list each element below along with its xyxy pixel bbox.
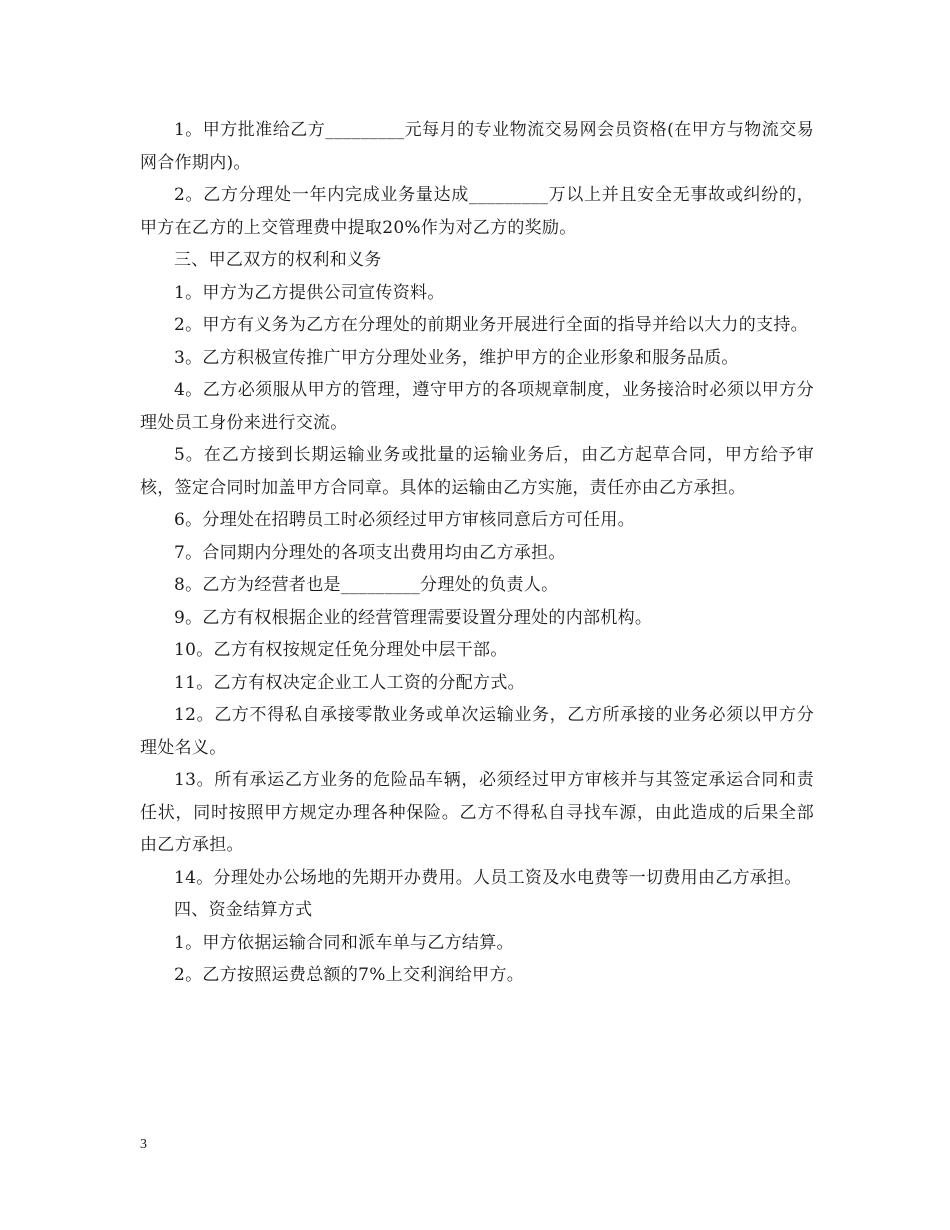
paragraph-rights-13: 13。所有承运乙方业务的危险品车辆，必须经过甲方审核并与其签定承运合同和责任状，同时按照甲方规定办理各种保险。乙方不得私自寻找车源，由此造成的后果全部由乙方承担。 xyxy=(140,770,814,855)
section-heading-settlement: 四、资金结算方式 xyxy=(174,900,313,920)
section-heading-rights-obligations: 三、甲乙双方的权利和义务 xyxy=(174,250,382,270)
paragraph-membership-grant: 1。甲方批准给乙方_________元每月的专业物流交易网会员资格(在甲方与物流交易网合作期内)。 xyxy=(140,120,814,173)
paragraph-rights-8: 8。乙方为经营者也是_________分理处的负责人。 xyxy=(174,575,559,595)
document-body xyxy=(140,114,814,992)
paragraph-rights-4: 4。乙方必须服从甲方的管理，遵守甲方的各项规章制度，业务接洽时必须以甲方分理处员工身份来进行交流。 xyxy=(140,380,814,433)
paragraph-rights-5: 5。在乙方接到长期运输业务或批量的运输业务后，由乙方起草合同，甲方给予审核，签定合同时加盖甲方合同章。具体的运输由乙方实施，责任亦由乙方承担。 xyxy=(140,445,814,498)
paragraph-business-reward: 2。乙方分理处一年内完成业务量达成_________万以上并且安全无事故或纠纷的，甲方在乙方的上交管理费中提取20%作为对乙方的奖励。 xyxy=(140,185,814,238)
paragraph-rights-1: 1。甲方为乙方提供公司宣传资料。 xyxy=(174,282,445,303)
paragraph-rights-10: 10。乙方有权按规定任免分理处中层干部。 xyxy=(174,640,508,660)
paragraph-rights-2: 2。甲方有义务为乙方在分理处的前期业务开展进行全面的指导并给以大力的支持。 xyxy=(174,315,808,335)
paragraph-rights-11: 11。乙方有权决定企业工人工资的分配方式。 xyxy=(174,672,525,693)
paragraph-rights-9: 9。乙方有权根据企业的经营管理需要设置分理处的内部机构。 xyxy=(174,607,653,628)
paragraph-rights-6: 6。分理处在招聘员工时必须经过甲方审核同意后方可任用。 xyxy=(174,510,635,530)
page-number: 3 xyxy=(140,1137,147,1152)
paragraph-rights-3: 3。乙方积极宣传推广甲方分理处业务，维护甲方的企业形象和服务品质。 xyxy=(174,347,739,368)
paragraph-rights-14: 14。分理处办公场地的先期开办费用。人员工资及水电费等一切费用由乙方承担。 xyxy=(174,867,802,888)
paragraph-rights-12: 12。乙方不得私自承接零散业务或单次运输业务，乙方所承接的业务必须以甲方分理处名义。 xyxy=(140,705,814,758)
paragraph-settlement-1: 1。甲方依据运输合同和派车单与乙方结算。 xyxy=(174,932,514,953)
paragraph-settlement-2: 2。乙方按照运费总额的7%上交利润给甲方。 xyxy=(174,965,525,985)
paragraph-rights-7: 7。合同期内分理处的各项支出费用均由乙方承担。 xyxy=(174,542,566,563)
